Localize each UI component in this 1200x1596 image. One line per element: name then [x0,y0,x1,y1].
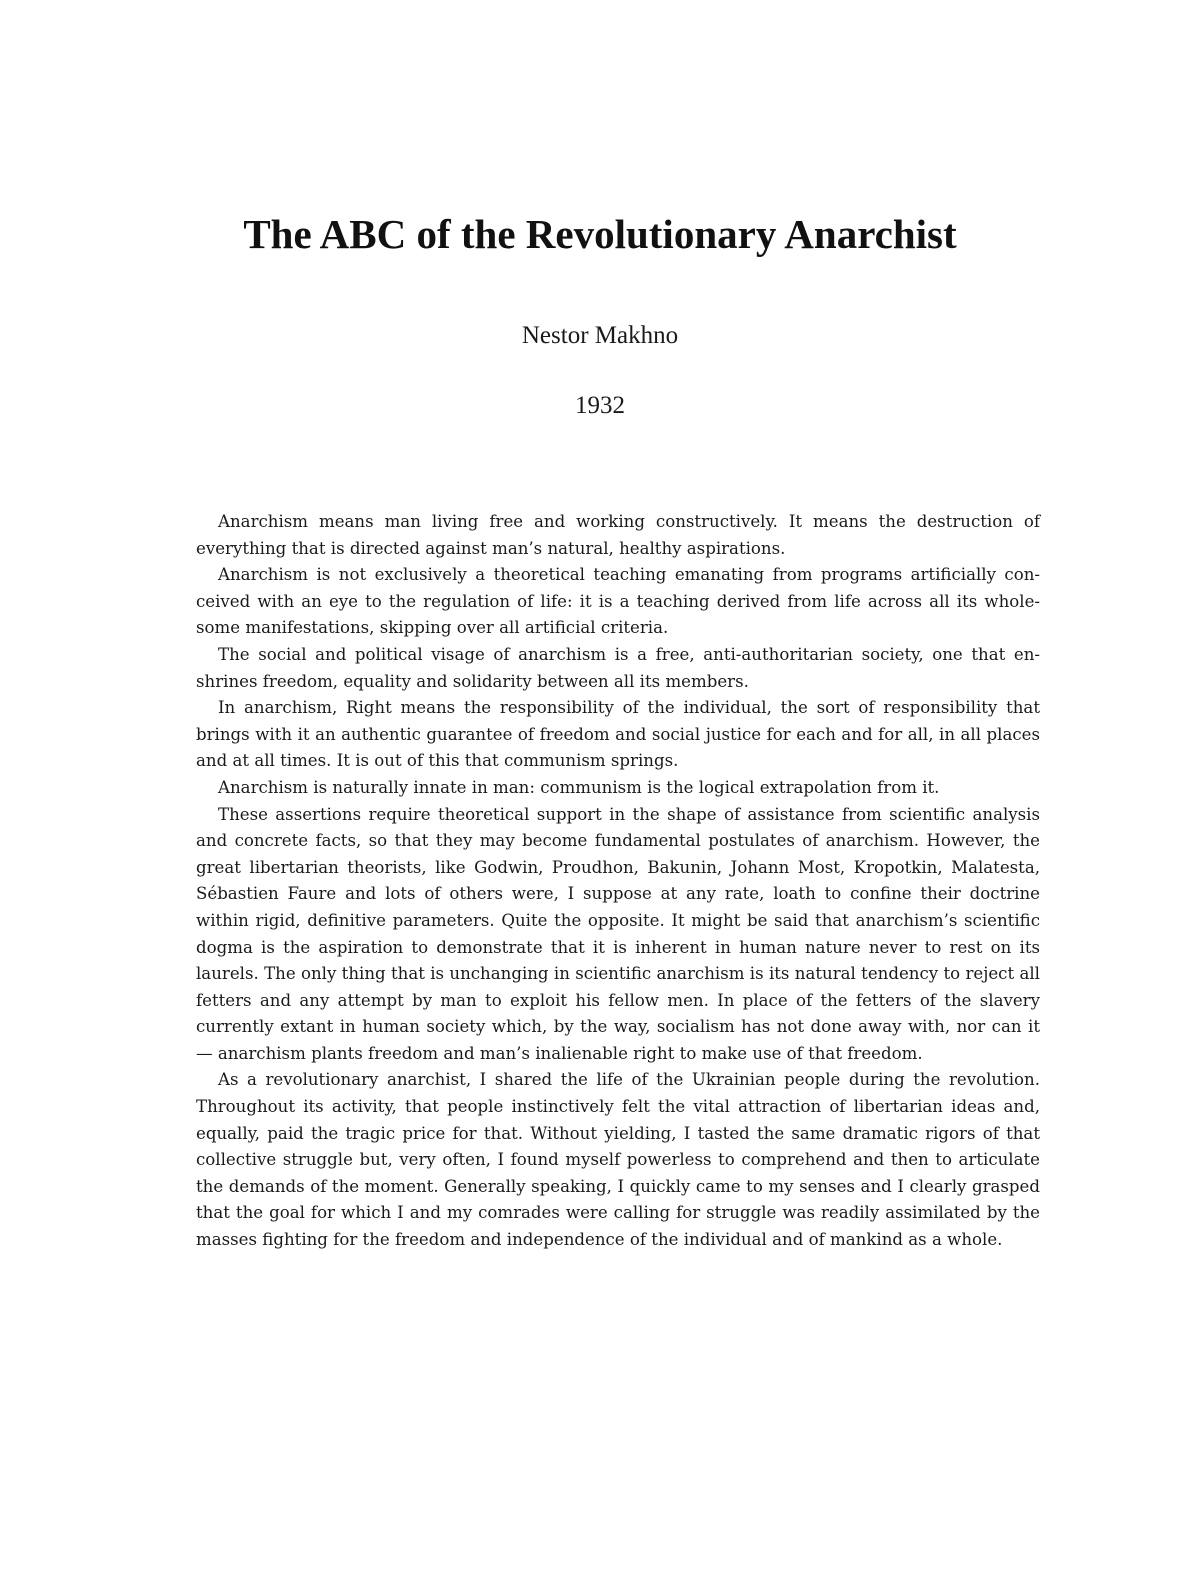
body-paragraph: In anarchism, Right means the responsibility of the individual, the sort of responsibility that brings with it an authentic guarantee of freedom and social justice for each and for all, in all places and at all times. It is out of this that communism springs. [196,698,1040,771]
body-paragraph: Anarchism is naturally innate in man: communism is the logical extrapolation from it. [218,777,940,797]
document-year: 1932 [575,392,625,419]
body-paragraph: These assertions require theoretical support in the shape of assistance from scientific analysis and concrete facts, so that they may become fundamental postulates of anarchism. However, the great libertarian theorists, like Godwin, Proudhon, Bakunin, Johann Most, Kropotkin, Malatesta, Sébastien Faure and lots of others were, I suppose at any rate, loath to confine their doctrine within rigid, definitive parameters. Quite the opposite. It might be said that anarchism’s scientific dogma is the aspiration to demonstrate that it is inherent in human nature never to rest on its laurels. The only thing that is unchanging in scientific anarchism is its natural tendency to reject all fetters and any attempt by man to exploit his fellow men. In place of the fetters of the slavery currently extant in human society which, by the way, socialism has not done away with, nor can it — anarchism plants freedom and man’s inalienable right to make use of that freedom. [196,804,1040,1063]
body-paragraph: As a revolutionary anarchist, I shared the life of the Ukrainian people during the revolution. Throughout its activity, that people instinctively felt the vital attraction of libertarian ideas and, equally, paid the tragic price for that. Without yielding, I tasted the same dramatic rigors of that collective struggle but, very often, I found myself powerless to comprehend and then to articulate the demands of the moment. Generally speaking, I quickly came to my senses and I clearly grasped that the goal for which I and my comrades were calling for struggle was readily assimilated by the masses fighting for the freedom and independence of the individual and of mankind as a whole. [196,1070,1040,1250]
document-author: Nestor Makhno [521,322,679,349]
document-title: The ABC of the Revolutionary Anarchist [243,211,957,257]
document-body [196,509,1040,1254]
body-paragraph: The social and political visage of anarchism is a free, anti-authoritarian society, one that enshrines freedom, equality and solidarity between all its members. [196,644,1040,691]
body-paragraph: Anarchism means man living free and working constructively. It means the destruction of everything that is directed against man’s natural, healthy aspirations. [196,512,1040,558]
body-paragraph: Anarchism is not exclusively a theoretical teaching emanating from programs artificially conceived with an eye to the regulation of life: it is a teaching derived from life across all its wholesome manifestations, skipping over all artificial criteria. [196,565,1040,638]
